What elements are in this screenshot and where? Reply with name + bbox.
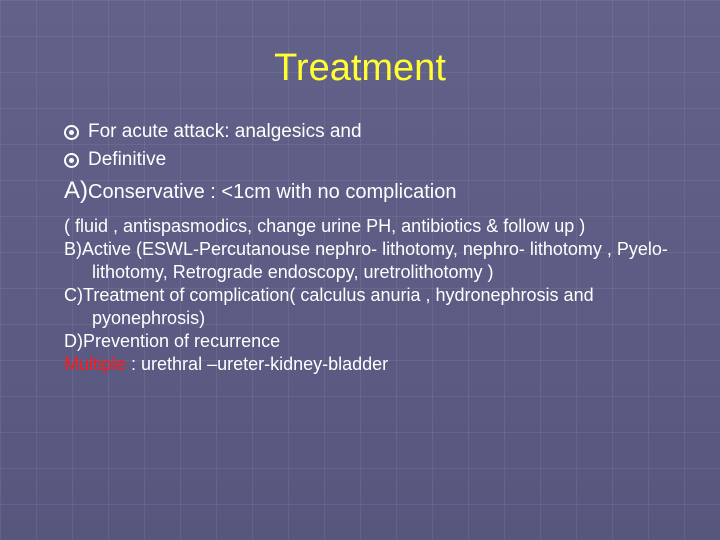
- conservative-detail: ( fluid , antispasmodics, change urine PH, antibiotics & follow up ): [64, 216, 586, 236]
- conservative-prefix: A): [64, 177, 88, 204]
- bullet-text: Definitive: [88, 149, 167, 170]
- bullet-text: For acute attack: analgesics and: [88, 121, 362, 142]
- slide-content: [64, 118, 674, 376]
- bullet-acute-attack: [64, 118, 674, 146]
- bullet-definitive: [64, 146, 674, 174]
- multiple-label: Multiple: [64, 354, 127, 374]
- conservative-text: Conservative : <1cm with no complication: [88, 181, 457, 203]
- active-treatment: B)Active (ESWL-Percutanouse nephro- lithotomy, nephro- lithotomy , Pyelo-lithotomy, Retrograde endoscopy, uretrolithotomy ): [64, 239, 668, 282]
- complication-treatment: C)Treatment of complication( calculus anuria , hydronephrosis and pyonephrosis): [64, 285, 594, 328]
- target-bullet-icon: [64, 125, 79, 140]
- multiple-text: : urethral –ureter-kidney-bladder: [126, 354, 389, 374]
- multiple-line: [64, 353, 674, 376]
- slide-title: Treatment: [274, 47, 446, 89]
- target-bullet-icon: [64, 153, 79, 168]
- conservative-line: [64, 175, 674, 207]
- prevention: D)Prevention of recurrence: [64, 331, 281, 351]
